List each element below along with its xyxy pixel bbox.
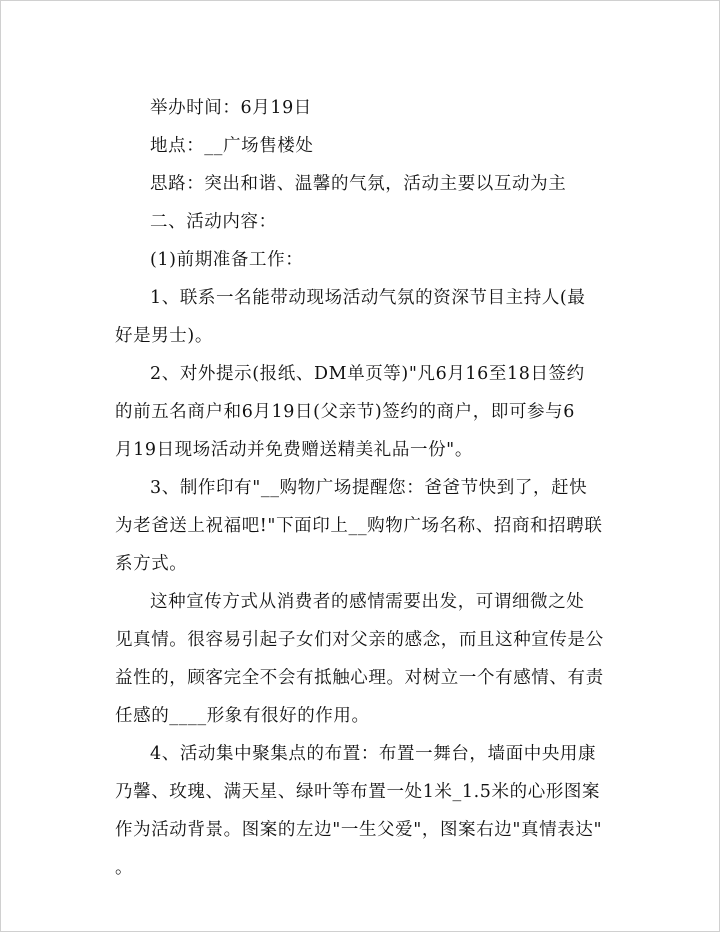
section-heading: 二、活动内容： [150, 212, 277, 232]
text-line: 系方式。 [115, 554, 188, 574]
text-line: 4、活动集中聚集点的布置：布置一舞台，墙面中央用康 [150, 744, 597, 764]
text-line: 乃馨、玫瑰、满天星、绿叶等布置一处1米_1.5米的心形图案 [115, 782, 601, 802]
text-line: 的前五名商户和6月19日(父亲节)签约的商户，即可参与6 [115, 402, 575, 422]
text-line: 。 [115, 858, 134, 878]
text-line: 好是男士)。 [115, 326, 213, 346]
text-line: 益性的，顾客完全不会有抵触心理。对树立一个有感情、有责 [115, 668, 604, 688]
text-line: 见真情。很容易引起子女们对父亲的感念，而且这种宣传是公 [115, 630, 604, 650]
text-line: 这种宣传方式从消费者的感情需要出发，可谓细微之处 [150, 592, 585, 612]
document-body [115, 89, 607, 887]
text-line: 举办时间：6月19日 [150, 98, 312, 118]
text-line: 为老爸送上祝福吧!"下面印上__购物广场名称、招商和招聘联 [115, 516, 603, 536]
text-line: 思路：突出和谐、温馨的气氛，活动主要以互动为主 [150, 174, 567, 194]
text-line: 地点：__广场售楼处 [150, 136, 314, 156]
text-line: 2、对外提示(报纸、DM单页等)"凡6月16至18日签约 [150, 364, 585, 384]
text-line: 1、联系一名能带动现场活动气氛的资深节目主持人(最 [150, 288, 586, 308]
text-line: 作为活动背景。图案的左边"一生父爱"，图案右边"真情表达" [115, 820, 603, 840]
subsection-heading: (1)前期准备工作： [150, 250, 304, 270]
text-line: 月19日现场活动并免费赠送精美礼品一份"。 [115, 440, 473, 460]
text-line: 3、制作印有"__购物广场提醒您：爸爸节快到了，赶快 [150, 478, 588, 498]
text-line: 任感的____形象有很好的作用。 [115, 706, 370, 726]
